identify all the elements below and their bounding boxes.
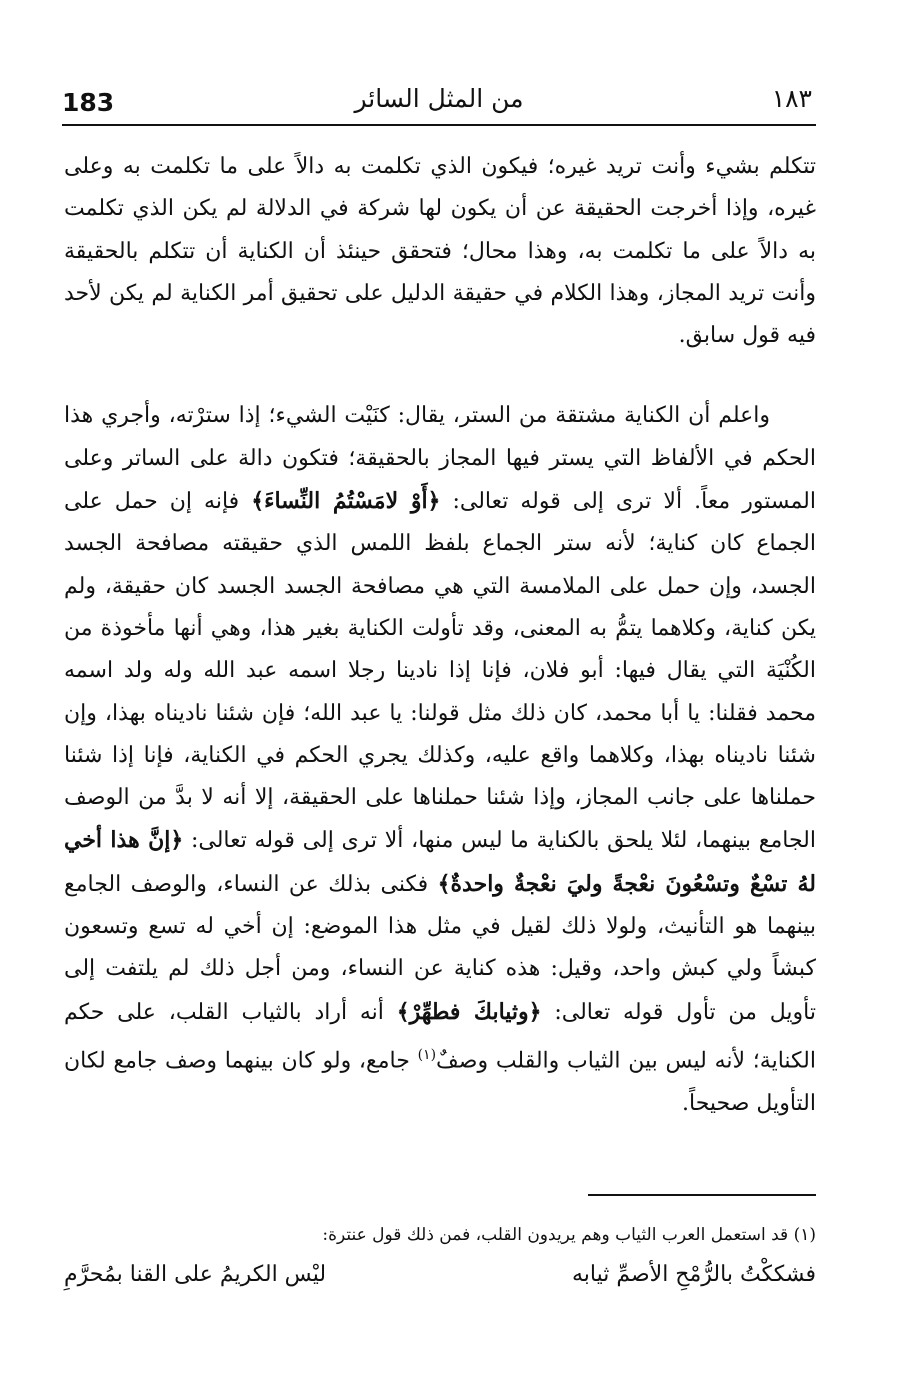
page-header xyxy=(62,82,816,126)
body-text xyxy=(64,146,816,1125)
quran-quote-2: ﴿إنَّ هذا أخي لهُ تسْعٌ وتسْعُونَ نعْجةً وليَ نعْجةٌ واحدةٌ﴾ xyxy=(64,827,816,897)
footnote: (١) قد استعمل العرب الثياب وهم يريدون القلب، فمن ذلك قول عنترة: xyxy=(322,1225,816,1245)
footnote-marker: (١) xyxy=(417,1046,437,1063)
paragraph-gap xyxy=(64,357,816,395)
verse-second-hemistich: ليْس الكريمُ على القنا بمُحرَّمِ xyxy=(64,1262,327,1287)
page-number-latin: 183 xyxy=(62,88,115,117)
page-number-arabic: ١٨٣ xyxy=(771,84,812,113)
paragraph-1: تتكلم بشيء وأنت تريد غيره؛ فيكون الذي تكلمت به دالاً على ما تكلمت به وعلى غيره، وإذا أخرجت الحقيقة عن أن يكون لها شركة في الدلالة لم يكن الذي تكلمت به دالاً على ما تكلمت به، وهذا محال؛ فتحقق حينئذ أن الكناية أن تتكلم بالحقيقة وأنت تريد المجاز، وهذا الكلام في حقيقة الدليل على تحقيق أمر الكناية لم يكن لأحد فيه قول سابق. xyxy=(64,154,816,349)
quran-quote-3: ﴿وثيابكَ فطهِّرْ﴾ xyxy=(396,998,542,1025)
running-title: من المثل السائر xyxy=(354,84,524,113)
paragraph-2-part-4: أنه أراد بالثياب القلب، على حكم الكناية؛ لأنه ليس بين الثياب والقلب وصفٌ xyxy=(64,999,816,1074)
footnote-divider xyxy=(588,1194,816,1196)
paragraph-2-part-1: واعلم أن الكناية مشتقة من الستر، يقال: كنَيْت الشيء؛ إذا سترْته، وأجري هذا الحكم في الألفاظ التي يستر فيها المجاز بالحقيقة؛ فتكون دالة على الساتر وعلى المستور معاً. ألا ترى إلى قوله تعالى: xyxy=(64,403,816,515)
footnote-verse xyxy=(64,1262,816,1287)
paragraph-2-part-3: فكنى بذلك عن النساء، والوصف الجامع بينهما هو التأنيث، ولولا ذلك لقيل في مثل هذا الموضع: إن أخي له تسع وتسعون كبشاً ولي كبش واحد، وقيل: هذه كناية عن النساء، ومن أجل ذلك لم يلتفت إلى تأويل من تأول قوله تعالى: xyxy=(64,871,816,1025)
paragraph-2 xyxy=(64,395,816,1124)
quran-quote-1: ﴿أَوْ لامَسْتُمُ النِّساءَ﴾ xyxy=(251,488,441,515)
paragraph-2-part-2: فإنه إن حمل على الجماع كان كناية؛ لأنه ستر الجماع بلفظ اللمس الذي حقيقته مصافحة الجسد الجسد، وإن حمل على الملامسة التي هي مصافحة الجسد الجسد كان حقيقة، ولم يكن كناية، وكلاهما يتمُّ به المعنى، وقد تأولت الكناية بغير هذا، وهي أنها مأخوذة من الكُنْيَة التي يقال فيها: أبو فلان، فإنا إذا نادينا رجلا اسمه عبد الله وله ولد اسمه محمد فقلنا: يا أبا محمد، كان ذلك مثل قولنا: يا عبد الله؛ فإن شئنا ناديناه بهذا، وإن شئنا ناديناه بهذا، وكلاهما واقع عليه، وكذلك يجري الحكم في الكناية، فإنا إذا شئنا حملناها على جانب المجاز، وإذا شئنا حملناها على الحقيقة، إلا أنه لا بدَّ من الوصف الجامع بينهما، لئلا يلحق بالكناية ما ليس منها، ألا ترى إلى قوله تعالى: xyxy=(64,489,816,854)
verse-first-hemistich: فشككْتُ بالرُّمْحِ الأصمِّ ثيابه xyxy=(571,1262,816,1287)
paragraph-2-part-5: جامع، ولو كان بينهما وصف جامع لكان التأويل صحيحاً. xyxy=(64,1048,816,1116)
